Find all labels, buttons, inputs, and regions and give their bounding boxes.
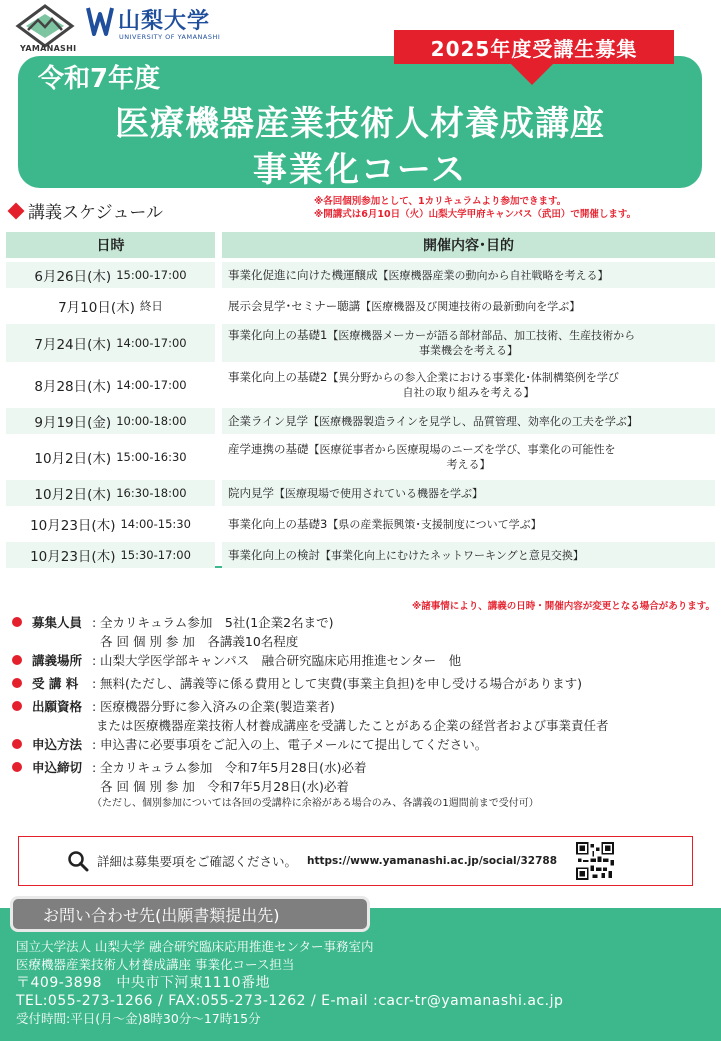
title-banner — [18, 56, 702, 188]
contact-address: 〒409-3898 中央市下河東1110番地 — [16, 975, 271, 991]
detail-box — [18, 836, 693, 886]
row-detail: 【医療機器産業の動向から自社戦略を考える】 — [377, 268, 609, 282]
info-label: 講義場所 — [32, 653, 83, 668]
schedule-heading — [10, 198, 163, 223]
row-title: 事業化向上の基礎3 — [228, 516, 328, 531]
contact-phone-email: TEL:055-273-1266 / FAX:055-273-1262 / E-mail :cacr-tr@yamanashi.ac.jp — [16, 993, 564, 1009]
row-time: 15:00-17:00 — [116, 268, 187, 282]
row-time: 14:00-17:00 — [116, 336, 187, 350]
table-row — [6, 262, 715, 288]
detail-text: 詳細は募集要項をご確認ください。 — [97, 854, 298, 869]
row-time: 14:00-17:00 — [116, 378, 187, 392]
info-value: 無料(ただし、講義等に係る費用として実費(事業主負担)を申し受ける場合があります) — [100, 676, 583, 691]
schedule-heading-text: 講義スケジュール — [28, 203, 163, 223]
yamanashi-logo-text: YAMANASHI — [20, 44, 77, 53]
row-date: 6月26日(木) — [34, 269, 112, 285]
row-time: 15:30-17:00 — [120, 548, 191, 562]
title-year: 令和7年度 — [38, 64, 161, 94]
row-date: 7月10日(木) — [58, 300, 135, 316]
row-detail-2: 自社の取り組みを考える】 — [402, 386, 535, 399]
info-list — [12, 613, 712, 812]
table-row — [6, 510, 715, 538]
bullet-icon — [12, 739, 22, 749]
info-label: 申込締切 — [32, 760, 83, 775]
contact-details — [16, 938, 563, 1028]
info-apply: 申込方法 : 申込書に必要事項をご記入の上、電子メールにて提出してください。 — [12, 735, 712, 754]
row-title: 事業化向上の検討 — [228, 547, 320, 562]
row-time: 14:00-15:30 — [120, 517, 191, 531]
table-row — [6, 324, 715, 362]
row-detail: 【県の産業振興策･支援制度について学ぶ】 — [327, 517, 542, 531]
schedule-change-note: ※諸事情により、講義の日時・開催内容が変更となる場合があります。 — [412, 601, 715, 612]
info-value: 全カリキュラム参加 令和7年5月28日(水)必着 — [100, 760, 367, 775]
bullet-icon — [12, 678, 22, 688]
table-row — [6, 366, 715, 404]
row-time: 15:00-16:30 — [116, 450, 187, 464]
bullet-icon — [12, 701, 22, 711]
detail-url-link[interactable]: https://www.yamanashi.ac.jp/social/32788 — [307, 855, 557, 867]
row-detail: 【医療従事者から医療現場のニーズを学び、事業化の可能性を — [308, 443, 616, 456]
info-value: 医療機器分野に参入済みの企業(製造業者) — [100, 699, 335, 714]
schedule-note-1: ※各回個別参加として、1カリキュラムより参加できます。 — [314, 196, 567, 207]
contact-hours: 受付時間:平日(月～金)8時30分～17時15分 — [16, 1011, 261, 1026]
recruit-badge: 2025年度受講生募集 — [394, 30, 674, 64]
search-icon — [67, 850, 89, 872]
row-date: 10月23日(木) — [30, 549, 116, 565]
info-label: 募集人員 — [32, 615, 83, 630]
row-title: 企業ライン見学 — [228, 413, 309, 428]
row-title: 院内見学 — [228, 485, 274, 500]
column-header-date: 日時 — [6, 232, 215, 258]
qr-code-icon[interactable] — [576, 842, 614, 880]
row-detail-2: 事業機会を考える】 — [419, 344, 518, 357]
schedule-table — [6, 232, 715, 568]
row-date: 9月19日(金) — [34, 415, 112, 431]
row-detail: 【医療機器及び関連技術の最新動向を学ぶ】 — [360, 299, 581, 313]
info-value: 申込書に必要事項をご記入の上、電子メールにて提出してください。 — [100, 737, 488, 752]
row-detail-2: 考える】 — [446, 458, 491, 471]
contact-tab: お問い合わせ先(出願書類提出先) — [10, 896, 370, 932]
info-label: 受 講 料 — [32, 676, 79, 691]
course-title: 医療機器産業技術人材養成講座 — [115, 104, 605, 144]
row-detail: 【医療機器製造ラインを見学し、品質管理、効率化の工夫を学ぶ】 — [308, 414, 638, 428]
row-date: 10月23日(木) — [30, 518, 116, 534]
university-name: 山梨大学 — [118, 9, 211, 34]
university-logo — [84, 4, 236, 46]
info-deadline: 申込締切 : 全カリキュラム参加 令和7年5月28日(水)必着 — [12, 758, 712, 777]
info-value-2: または医療機器産業技術人材養成講座を受講したことがある企業の経営者および事業責任者 — [96, 718, 609, 733]
table-row — [6, 542, 715, 568]
info-qualification: 出願資格 : 医療機器分野に参入済みの企業(製造業者) — [12, 697, 712, 716]
column-header-content: 開催内容･目的 — [222, 232, 715, 258]
schedule-note-2: ※開講式は6月10日（火）山梨大学甲府キャンパス（武田）で開催します。 — [314, 209, 637, 220]
bullet-icon — [12, 655, 22, 665]
row-time: 終日 — [139, 299, 163, 313]
university-mark-icon — [84, 4, 114, 42]
bullet-icon — [12, 762, 22, 772]
course-subtitle: 事業化コース — [252, 150, 468, 190]
row-detail: 【医療現場で使用されている機器を学ぶ】 — [274, 486, 483, 500]
info-value-2: 各 回 個 別 参 加 各講義10名程度 — [100, 634, 299, 649]
info-value: 全カリキュラム参加 5社(1企業2名まで) — [100, 615, 334, 630]
diamond-icon — [8, 202, 25, 219]
row-title: 事業化向上の基礎1 — [228, 328, 328, 342]
row-detail: 【事業化向上にむけたネットワーキングと意見交換】 — [320, 548, 584, 562]
contact-org: 国立大学法人 山梨大学 融合研究臨床応用推進センター事務室内 — [16, 939, 374, 954]
row-title: 展示会見学･セミナー聴講 — [228, 298, 361, 313]
recruit-badge-arrow — [510, 63, 554, 85]
bullet-icon — [12, 617, 22, 627]
info-place: 講義場所 : 山梨大学医学部キャンパス 融合研究臨床応用推進センター 他 — [12, 651, 712, 670]
table-row — [6, 480, 715, 506]
table-row — [6, 408, 715, 434]
row-time: 16:30-18:00 — [116, 486, 187, 500]
info-value-2: 各 回 個 別 参 加 令和7年5月28日(水)必着 — [100, 779, 349, 794]
info-recruit: 募集人員 : 全カリキュラム参加 5社(1企業2名まで) — [12, 613, 712, 632]
row-title: 産学連携の基礎 — [228, 442, 309, 456]
row-detail: 【異分野からの参入企業における事業化･体制構築例を学び — [327, 371, 619, 384]
row-title: 事業化向上の基礎2 — [228, 370, 328, 384]
table-row — [6, 438, 715, 476]
info-deadline-note: （ただし、個別参加については各回の受講枠に余裕がある場合のみ、各講義の1週間前まで受付可） — [92, 798, 539, 809]
contact-dept: 医療機器産業技術人材養成講座 事業化コース担当 — [16, 957, 295, 972]
info-label: 申込方法 — [32, 737, 83, 752]
row-time: 10:00-18:00 — [116, 414, 187, 428]
schedule-notes — [314, 195, 636, 221]
university-name-en: UNIVERSITY OF YAMANASHI — [119, 33, 221, 41]
info-label: 出願資格 — [32, 699, 83, 714]
row-detail: 【医療機器メーカーが語る部材部品、加工技術、生産技術から — [327, 329, 636, 342]
row-title: 事業化促進に向けた機運醸成 — [228, 267, 378, 282]
row-date: 10月2日(木) — [34, 451, 112, 467]
info-fee: 受 講 料 : 無料(ただし、講義等に係る費用として実費(事業主負担)を申し受ける場合があります) — [12, 674, 712, 693]
row-date: 7月24日(木) — [34, 337, 112, 353]
info-value: 山梨大学医学部キャンパス 融合研究臨床応用推進センター 他 — [100, 653, 462, 668]
schedule-header-row — [6, 232, 715, 258]
row-date: 8月28日(木) — [34, 379, 112, 395]
table-row — [6, 292, 715, 320]
row-date: 10月2日(木) — [34, 487, 112, 503]
